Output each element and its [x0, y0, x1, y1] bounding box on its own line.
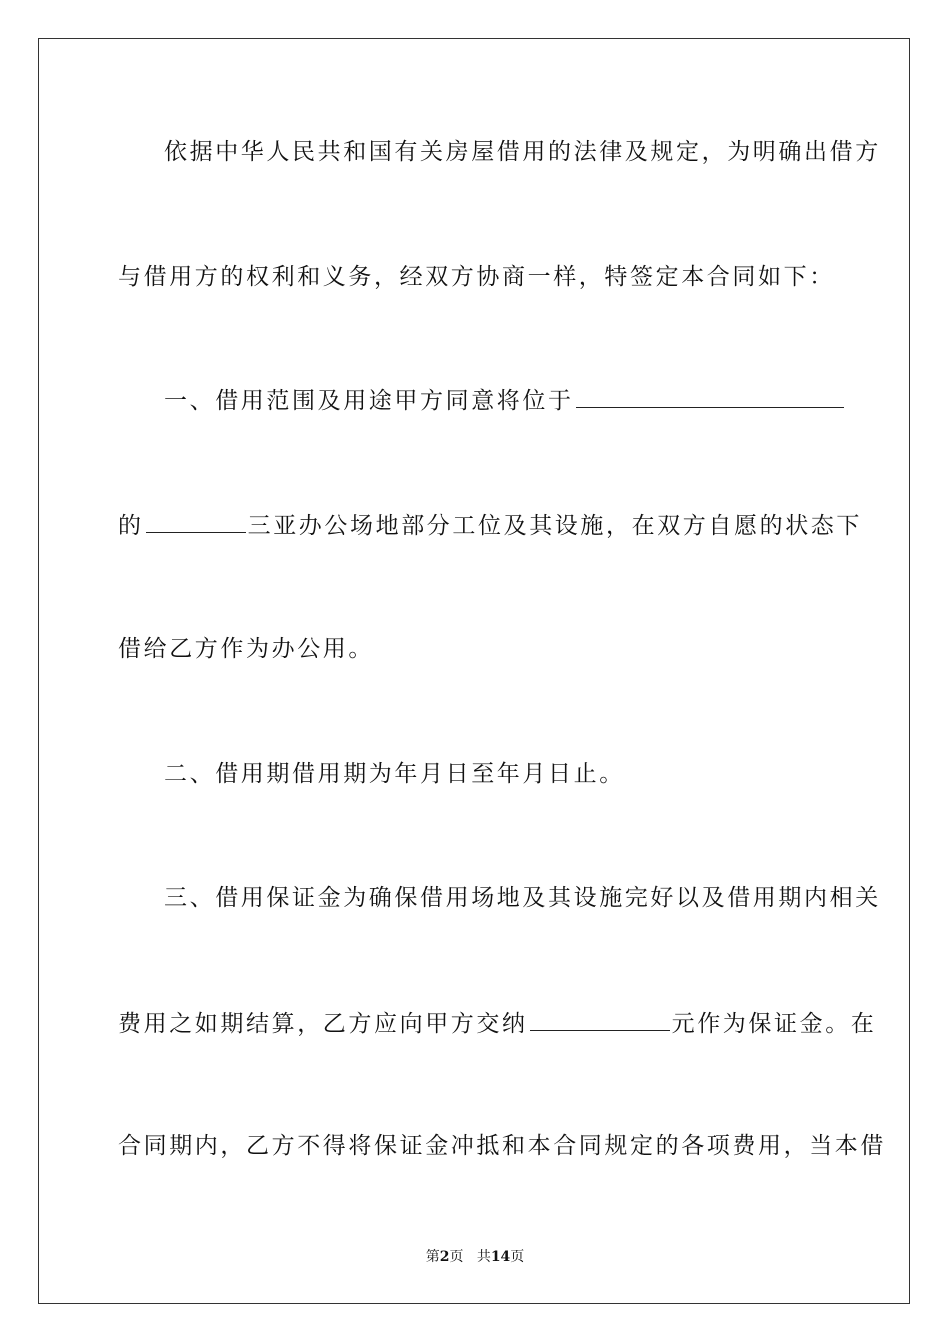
line-text: 二、借用期借用期为年月日至年月日止。	[164, 761, 625, 787]
footer-total-suffix: 页	[510, 1249, 525, 1265]
line-text: 元作为保证金。在	[671, 1011, 877, 1037]
fill-in-blank-location[interactable]	[576, 385, 844, 408]
paragraph-line	[118, 1008, 877, 1039]
footer-page-suffix: 页	[449, 1249, 464, 1265]
line-text: 费用之如期结算，乙方应向甲方交纳	[118, 1011, 528, 1037]
paragraph-line	[118, 262, 834, 292]
line-text: 与借用方的权利和义务，经双方协商一样，特签定本合同如下：	[118, 264, 835, 290]
line-text: 合同期内，乙方不得将保证金冲抵和本合同规定的各项费用，当本借	[118, 1133, 886, 1159]
fill-in-blank-deposit[interactable]	[530, 1008, 670, 1031]
paragraph-line	[118, 1131, 886, 1161]
paragraph-line	[164, 385, 834, 416]
fill-in-blank-floor[interactable]	[146, 510, 246, 533]
line-text: 的	[118, 513, 144, 539]
line-text: 三、借用保证金为确保借用场地及其设施完好以及借用期内相关	[164, 885, 881, 911]
footer-page-number: 2	[439, 1249, 450, 1265]
line-text: 借给乙方作为办公用。	[118, 636, 374, 662]
page-border	[38, 38, 910, 1304]
footer-page-prefix: 第	[425, 1249, 440, 1265]
footer-total-number: 14	[490, 1249, 511, 1265]
page-footer	[0, 1248, 950, 1266]
paragraph-line	[118, 634, 834, 664]
paragraph-line	[164, 883, 881, 913]
paragraph-line	[164, 137, 881, 167]
footer-total-prefix: 共	[476, 1249, 491, 1265]
paragraph-line	[164, 759, 834, 789]
line-text: 依据中华人民共和国有关房屋借用的法律及规定，为明确出借方	[164, 139, 881, 165]
paragraph-line	[118, 510, 863, 541]
line-text: 三亚办公场地部分工位及其设施，在双方自愿的状态下	[247, 513, 863, 539]
line-text: 一、借用范围及用途甲方同意将位于	[164, 388, 574, 414]
